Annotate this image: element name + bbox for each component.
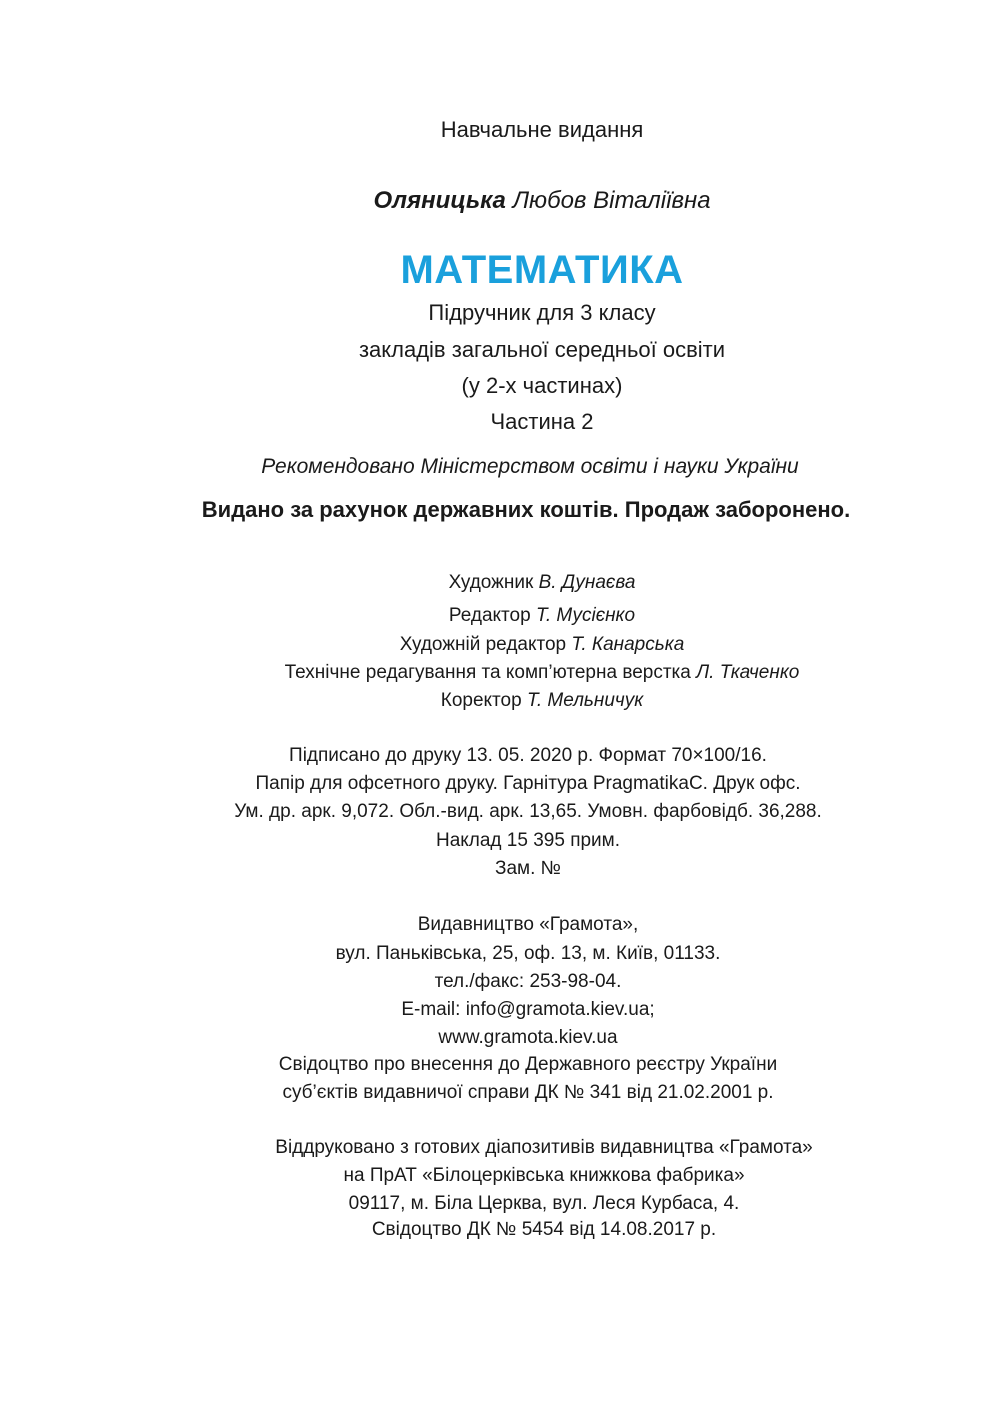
credit-line	[46, 605, 992, 627]
credit-name: Т. Канарська	[571, 634, 685, 655]
credit-line	[46, 662, 992, 684]
subtitle-line: Підручник для 3 класу	[428, 300, 656, 325]
credit-role: Редактор	[448, 605, 531, 626]
printer-line: Віддруковано з готових діапозитивів видавництва «Грамота»	[275, 1137, 813, 1158]
author-surname: Оляницька	[373, 187, 506, 214]
print-info-line: Папір для офсетного друку. Гарнітура PragmatikaC. Друк офс.	[255, 773, 801, 794]
author-given-names: Любов Віталіївна	[512, 187, 711, 214]
publisher-certificate: суб’єктів видавничої справи ДК № 341 від 21.02.2001 р.	[282, 1082, 774, 1103]
publisher-phone: тел./факс: 253-98-04.	[434, 971, 622, 992]
print-info-line: Підписано до друку 13. 05. 2020 р. Формат 70×100/16.	[289, 745, 767, 766]
author-line	[46, 187, 992, 215]
credit-name: Л. Ткаченко	[696, 662, 800, 683]
printer-address: 09117, м. Біла Церква, вул. Леся Курбаса, 4.	[348, 1193, 740, 1214]
credit-line	[46, 690, 992, 712]
publisher-email: E-mail: info@gramota.kiev.ua;	[401, 999, 655, 1020]
publisher-certificate: Свідоцтво про внесення до Державного реєстру України	[278, 1054, 778, 1075]
publisher-address: вул. Паньківська, 25, оф. 13, м. Київ, 01133.	[335, 943, 721, 964]
credit-name: Т. Мельничук	[526, 690, 644, 711]
part-number: Частина 2	[490, 409, 594, 434]
print-info-line: Ум. др. арк. 9,072. Обл.-вид. арк. 13,65. Умовн. фарбовідб. 36,288.	[234, 801, 822, 822]
credit-name: Т. Мусієнко	[535, 605, 636, 626]
credit-role: Технічне редагування та комп’ютерна верстка	[284, 662, 691, 683]
order-number: Зам. №	[494, 858, 562, 879]
credit-role: Художник	[448, 572, 534, 593]
credit-role: Коректор	[440, 690, 522, 711]
credit-role: Художній редактор	[399, 634, 567, 655]
credit-line	[46, 634, 992, 656]
recommendation-note: Рекомендовано Міністерством освіти і науки України	[261, 455, 799, 478]
publisher-line: Видавництво «Грамота»,	[417, 914, 639, 935]
book-title: МАТЕМАТИКА	[400, 248, 684, 292]
state-funded-notice: Видано за рахунок державних коштів. Продаж заборонено.	[201, 497, 851, 522]
publisher-website: www.gramota.kiev.ua	[438, 1027, 618, 1048]
credit-name: В. Дунаєва	[538, 572, 636, 593]
credit-line	[46, 572, 992, 594]
subtitle-line: закладів загальної середньої освіти	[358, 337, 726, 362]
edition-type: Навчальне видання	[440, 117, 644, 142]
printer-certificate: Свідоцтво ДК № 5454 від 14.08.2017 р.	[371, 1219, 717, 1240]
printer-name: на ПрАТ «Білоцерківська книжкова фабрика»	[343, 1165, 745, 1186]
print-run: Наклад 15 395 прим.	[435, 830, 621, 851]
subtitle-line: (у 2-х частинах)	[461, 373, 623, 398]
